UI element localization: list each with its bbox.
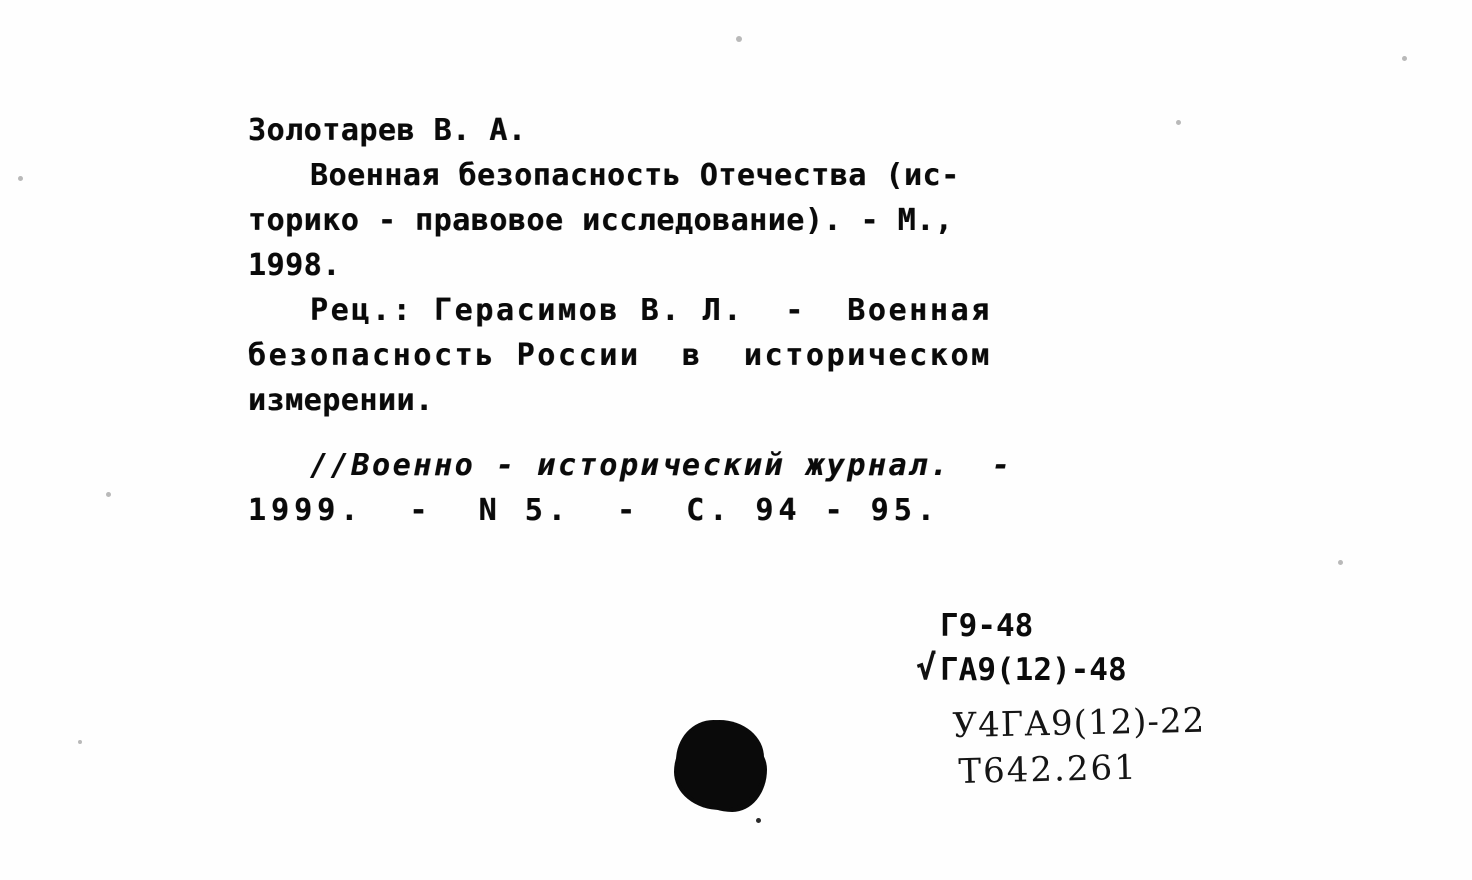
scan-speck: [736, 36, 742, 42]
record-source-line-2: 1999. - N 5. - С. 94 - 95.: [248, 493, 940, 528]
shelfmark-block: [916, 604, 1127, 692]
ink-blot: [676, 722, 764, 808]
record-title-line-3: 1998.: [248, 248, 341, 283]
scan-speck: [18, 176, 23, 181]
record-text: [248, 108, 1208, 533]
record-review-line-1: Рец.: Герасимов В. Л. - Военная: [310, 293, 992, 328]
scan-speck: [1402, 56, 1407, 61]
shelfmark-handwritten-1: У4ГА9(12)-22: [952, 700, 1206, 746]
record-source-line-1: //Военно - исторический журнал. -: [310, 448, 1013, 483]
shelfmark-typed-1: Г9-48: [940, 608, 1034, 644]
checkmark-icon: √: [916, 648, 937, 688]
record-title-line-1: Военная безопасность Отечества (ис-: [310, 158, 960, 193]
ink-blot-speck: [756, 818, 761, 823]
record-title-line-2: торико - правовое исследование). - М.,: [248, 203, 954, 238]
record-spacer: [248, 423, 1208, 443]
scan-speck: [78, 740, 82, 744]
record-author: Золотарев В. А.: [248, 113, 527, 148]
record-review-line-3: измерении.: [248, 383, 434, 418]
record-review-line-2: безопасность России в историческом: [248, 338, 992, 373]
shelfmark-typed-2: ГА9(12)-48: [940, 652, 1127, 688]
scan-speck: [106, 492, 111, 497]
scan-speck: [1338, 560, 1343, 565]
shelfmark-handwritten-2: Т642.261: [958, 747, 1139, 792]
